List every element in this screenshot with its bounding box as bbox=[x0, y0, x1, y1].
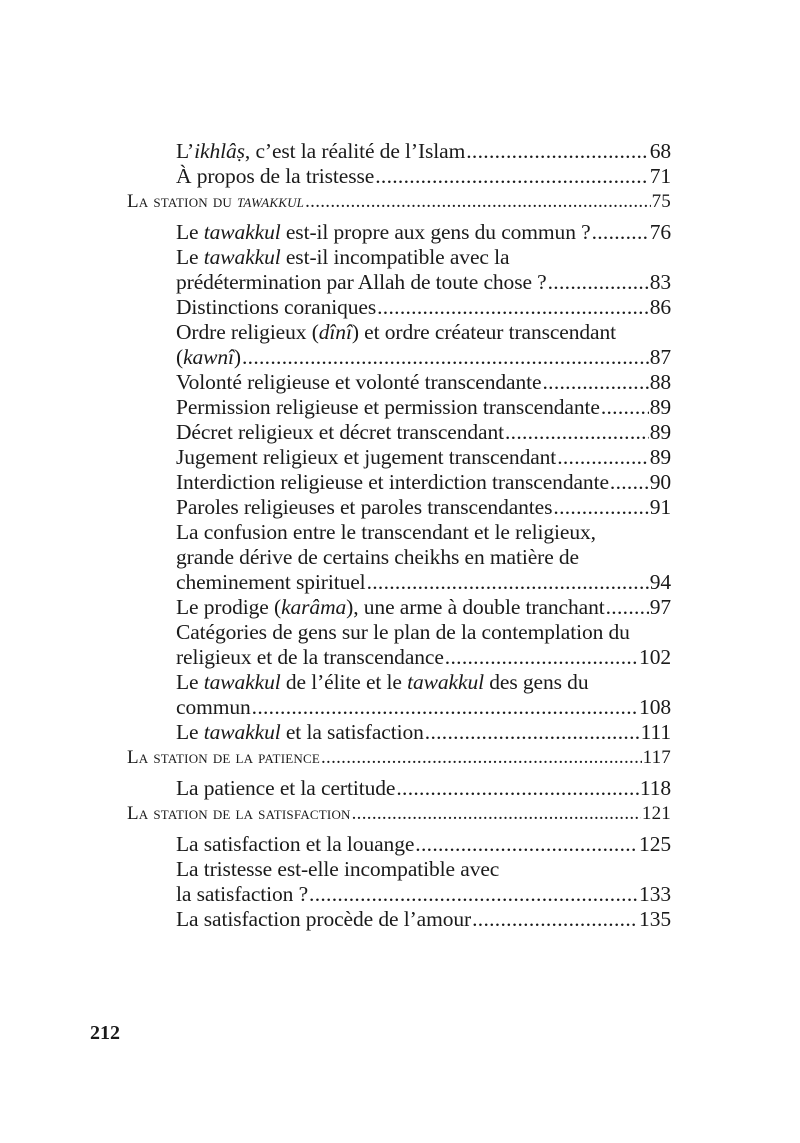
dot-leader bbox=[505, 420, 649, 445]
toc-entry-last-line bbox=[176, 295, 671, 320]
dot-leader bbox=[309, 882, 638, 907]
toc-entry-title bbox=[176, 645, 444, 670]
toc-subentry[interactable] bbox=[127, 370, 671, 395]
toc-page-number: 83 bbox=[649, 270, 671, 294]
dot-leader bbox=[367, 570, 649, 595]
text-run: Décret religieux et décret transcendant bbox=[176, 420, 504, 444]
dot-leader bbox=[352, 801, 641, 826]
toc-section-entry[interactable] bbox=[127, 189, 671, 214]
text-run: Jugement religieux et jugement transcendant bbox=[176, 445, 557, 469]
toc-entry-line bbox=[176, 545, 671, 570]
toc-page-number: 108 bbox=[639, 695, 671, 719]
toc-entry-title bbox=[176, 220, 591, 245]
toc-entry-last-line bbox=[176, 570, 671, 595]
toc-entry-title bbox=[127, 745, 320, 770]
toc-page-number: 133 bbox=[639, 882, 671, 906]
toc-entry-last-line bbox=[176, 395, 671, 420]
text-run: Le bbox=[176, 670, 204, 694]
text-run: La confusion entre le transcendant et le religieux, bbox=[176, 520, 596, 544]
text-run: Catégories de gens sur le plan de la contemplation du bbox=[176, 620, 630, 644]
toc-page-number: 135 bbox=[639, 907, 671, 931]
toc-entry-line bbox=[176, 620, 671, 645]
toc-subentry[interactable] bbox=[127, 595, 671, 620]
toc-entry-last-line bbox=[176, 832, 671, 857]
toc-subentry[interactable] bbox=[127, 776, 671, 801]
dot-leader bbox=[601, 395, 649, 420]
toc-entry-last-line bbox=[176, 345, 671, 370]
toc-subentry[interactable] bbox=[127, 220, 671, 245]
italic-term: dînî bbox=[318, 320, 352, 344]
text-run: ( bbox=[176, 345, 184, 369]
dot-leader bbox=[321, 745, 642, 770]
toc-page-number: 117 bbox=[642, 747, 671, 768]
text-run: prédétermination par Allah de toute chose ? bbox=[176, 270, 547, 294]
dot-leader bbox=[445, 645, 638, 670]
text-run: La satisfaction procède de l’amour bbox=[176, 907, 472, 931]
text-run: La tristesse est-elle incompatible avec bbox=[176, 857, 500, 881]
italic-term: tawakkul bbox=[203, 245, 281, 269]
toc-entry-last-line bbox=[127, 189, 671, 214]
dot-leader bbox=[242, 345, 649, 370]
text-run: religieux et de la transcendance bbox=[176, 645, 444, 669]
toc-page-number: 102 bbox=[639, 645, 671, 669]
text-run: , c’est la réalité de l’Islam bbox=[244, 139, 466, 163]
toc-entry-last-line bbox=[176, 220, 671, 245]
toc-entry-title bbox=[176, 832, 414, 857]
toc-page-number: 97 bbox=[649, 595, 671, 619]
toc-entry-title bbox=[176, 139, 465, 164]
text-run: ) et ordre créateur transcendant bbox=[351, 320, 617, 344]
toc-subentry[interactable] bbox=[127, 520, 671, 595]
text-run: À propos de la tristesse bbox=[176, 164, 375, 188]
dot-leader bbox=[557, 445, 649, 470]
toc-entry-last-line bbox=[127, 745, 671, 770]
dot-leader bbox=[542, 370, 648, 395]
italic-term: tawakkul bbox=[203, 720, 281, 744]
toc-page-number: 86 bbox=[649, 295, 671, 319]
text-run: Le bbox=[176, 720, 204, 744]
dot-leader bbox=[592, 220, 649, 245]
dot-leader bbox=[377, 295, 649, 320]
toc-entry-title bbox=[176, 470, 609, 495]
toc-page-number: 94 bbox=[649, 570, 671, 594]
toc-subentry[interactable] bbox=[127, 495, 671, 520]
dot-leader bbox=[548, 270, 649, 295]
toc-page-number: 88 bbox=[649, 370, 671, 394]
table-of-contents bbox=[127, 139, 671, 932]
text-run: La station de la satisfaction bbox=[127, 803, 351, 824]
dot-leader bbox=[610, 470, 649, 495]
text-run: la satisfaction ? bbox=[176, 882, 309, 906]
dot-leader bbox=[606, 595, 649, 620]
page-number: 212 bbox=[90, 1022, 120, 1044]
toc-entry-title bbox=[176, 495, 552, 520]
text-run: Interdiction religieuse et interdiction transcendante bbox=[176, 470, 609, 494]
toc-entry-last-line bbox=[176, 882, 671, 907]
dot-leader bbox=[472, 907, 638, 932]
toc-entry-title bbox=[176, 776, 395, 801]
toc-subentry[interactable] bbox=[127, 620, 671, 670]
toc-entry-last-line bbox=[176, 139, 671, 164]
text-run: et la satisfaction bbox=[280, 720, 424, 744]
text-run: commun bbox=[176, 695, 251, 719]
dot-leader bbox=[466, 139, 648, 164]
dot-leader bbox=[425, 720, 640, 745]
toc-entry-last-line bbox=[176, 270, 671, 295]
text-run: des gens du bbox=[483, 670, 589, 694]
toc-entry-title bbox=[176, 164, 374, 189]
text-run: L’ bbox=[176, 139, 195, 163]
italic-term: kawnî bbox=[183, 345, 234, 369]
italic-term: karâma bbox=[281, 595, 347, 619]
toc-page-number: 89 bbox=[649, 420, 671, 444]
toc-entry-last-line bbox=[176, 370, 671, 395]
toc-page-number: 91 bbox=[649, 495, 671, 519]
toc-page-number: 68 bbox=[649, 139, 671, 163]
italic-term: tawakkul bbox=[236, 191, 305, 212]
italic-term: tawakkul bbox=[203, 670, 281, 694]
toc-page-number: 89 bbox=[649, 445, 671, 469]
toc-entry-title bbox=[176, 270, 547, 295]
text-run: Ordre religieux ( bbox=[176, 320, 319, 344]
toc-entry-last-line bbox=[176, 645, 671, 670]
toc-page-number: 75 bbox=[651, 191, 671, 212]
toc-subentry[interactable] bbox=[127, 420, 671, 445]
dot-leader bbox=[305, 189, 650, 214]
text-run: ), une arme à double tranchant bbox=[346, 595, 605, 619]
toc-subentry[interactable] bbox=[127, 857, 671, 907]
toc-subentry[interactable] bbox=[127, 245, 671, 295]
toc-section-entry[interactable] bbox=[127, 745, 671, 770]
toc-subentry[interactable] bbox=[127, 832, 671, 857]
toc-entry-title bbox=[176, 345, 241, 370]
text-run: Volonté religieuse et volonté transcendante bbox=[176, 370, 542, 394]
toc-entry-title bbox=[176, 720, 424, 745]
text-run: La patience et la certitude bbox=[176, 776, 396, 800]
toc-page-number: 125 bbox=[639, 832, 671, 856]
toc-entry-title bbox=[176, 882, 308, 907]
dot-leader bbox=[252, 695, 638, 720]
toc-entry-title bbox=[127, 801, 351, 826]
text-run: est-il propre aux gens du commun ? bbox=[280, 220, 591, 244]
toc-entry-last-line bbox=[176, 495, 671, 520]
toc-entry-title bbox=[176, 395, 600, 420]
toc-entry-title bbox=[176, 907, 471, 932]
text-run: Paroles religieuses et paroles transcendantes bbox=[176, 495, 553, 519]
toc-entry-last-line bbox=[176, 907, 671, 932]
toc-page-number: 89 bbox=[649, 395, 671, 419]
toc-entry-line bbox=[176, 320, 671, 345]
text-run: La station de la patience bbox=[127, 747, 320, 768]
toc-subentry[interactable] bbox=[127, 720, 671, 745]
text-run: de l’élite et le bbox=[280, 670, 408, 694]
toc-subentry[interactable] bbox=[127, 320, 671, 370]
toc-entry-last-line bbox=[176, 445, 671, 470]
toc-subentry[interactable] bbox=[127, 139, 671, 164]
italic-term: tawakkul bbox=[203, 220, 281, 244]
toc-page-number: 90 bbox=[649, 470, 671, 494]
dot-leader bbox=[396, 776, 639, 801]
toc-entry-last-line bbox=[176, 695, 671, 720]
text-run: ) bbox=[233, 345, 241, 369]
toc-entry-last-line bbox=[176, 164, 671, 189]
toc-subentry[interactable] bbox=[127, 164, 671, 189]
toc-page-number: 121 bbox=[641, 803, 671, 824]
toc-subentry[interactable] bbox=[127, 295, 671, 320]
toc-entry-line bbox=[176, 245, 671, 270]
toc-entry-title bbox=[176, 595, 605, 620]
toc-page-number: 71 bbox=[649, 164, 671, 188]
toc-entry-last-line bbox=[127, 801, 671, 826]
toc-entry-title bbox=[176, 295, 376, 320]
toc-entry-line bbox=[176, 670, 671, 695]
toc-page-number: 118 bbox=[639, 776, 671, 800]
toc-page-number: 111 bbox=[640, 720, 671, 744]
toc-subentry[interactable] bbox=[127, 907, 671, 932]
text-run: Le bbox=[176, 220, 204, 244]
text-run: Le bbox=[176, 245, 204, 269]
toc-entry-title bbox=[176, 370, 541, 395]
toc-page-number: 76 bbox=[649, 220, 671, 244]
toc-page-number: 87 bbox=[649, 345, 671, 369]
text-run: Distinctions coraniques bbox=[176, 295, 377, 319]
toc-entry-line bbox=[176, 520, 671, 545]
dot-leader bbox=[415, 832, 638, 857]
toc-subentry[interactable] bbox=[127, 670, 671, 720]
toc-entry-last-line bbox=[176, 776, 671, 801]
toc-subentry[interactable] bbox=[127, 470, 671, 495]
toc-entry-title bbox=[127, 189, 304, 214]
italic-term: ikhlâṣ bbox=[194, 139, 245, 163]
toc-entry-title bbox=[176, 695, 251, 720]
toc-section-entry[interactable] bbox=[127, 801, 671, 826]
toc-subentry[interactable] bbox=[127, 445, 671, 470]
text-run: Permission religieuse et permission transcendante bbox=[176, 395, 600, 419]
text-run: cheminement spirituel bbox=[176, 570, 366, 594]
text-run: La station du bbox=[127, 191, 237, 212]
text-run: La satisfaction et la louange bbox=[176, 832, 415, 856]
toc-entry-last-line bbox=[176, 720, 671, 745]
toc-entry-last-line bbox=[176, 595, 671, 620]
dot-leader bbox=[553, 495, 648, 520]
toc-subentry[interactable] bbox=[127, 395, 671, 420]
toc-entry-title bbox=[176, 570, 366, 595]
toc-entry-title bbox=[176, 445, 556, 470]
toc-entry-last-line bbox=[176, 420, 671, 445]
toc-entry-line bbox=[176, 857, 671, 882]
toc-entry-last-line bbox=[176, 470, 671, 495]
italic-term: tawakkul bbox=[407, 670, 484, 694]
dot-leader bbox=[375, 164, 648, 189]
toc-entry-title bbox=[176, 420, 504, 445]
text-run: Le prodige ( bbox=[176, 595, 282, 619]
text-run: grande dérive de certains cheikhs en matière de bbox=[176, 545, 580, 569]
text-run: est-il incompatible avec la bbox=[280, 245, 510, 269]
